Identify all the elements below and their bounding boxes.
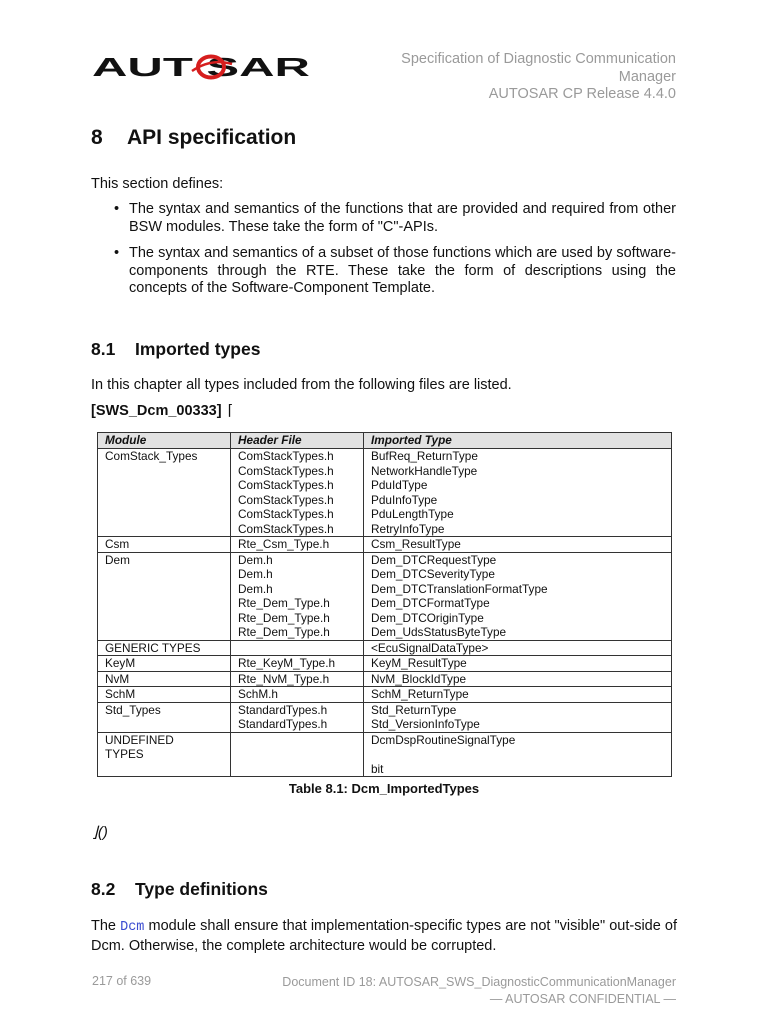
imported-type-cell [364, 687, 672, 703]
header-file-cell-line: Rte_Csm_Type.h [238, 537, 330, 551]
section-8-1-intro: In this chapter all types included from the following files are listed. [91, 377, 512, 393]
imported-type-cell-line: NetworkHandleType [371, 463, 478, 478]
paragraph-text-after: module shall ensure that implementation-specific types are not "visible" out-side of Dcm. Otherwise, the complete architecture would be corrupted. [91, 918, 677, 954]
imported-type-cell [364, 732, 672, 777]
imported-type-cell-line: Csm_ResultType [371, 537, 461, 551]
module-cell-line: UNDEFINED [105, 732, 174, 747]
table-row [98, 732, 672, 777]
imported-type-cell-line: bit [371, 761, 384, 776]
header-release: AUTOSAR CP Release 4.4.0 [488, 86, 676, 102]
column-header-imported-type: Imported Type [364, 433, 672, 449]
header-info [401, 51, 676, 104]
svg-text:AUT SAR: AUT SAR [92, 54, 311, 80]
module-cell [98, 732, 231, 777]
requirement-open-bracket: ⌈ [227, 403, 234, 419]
header-file-cell-line: ComStackTypes.h [238, 463, 334, 478]
header-file-cell-line: Rte_Dem_Type.h [238, 596, 330, 610]
header-file-cell-line: StandardTypes.h [238, 717, 328, 731]
paragraph-text-before: The [91, 918, 121, 934]
header-file-cell-line: ComStackTypes.h [238, 507, 334, 521]
header-file-cell [231, 702, 364, 732]
module-cell-line: ComStack_Types [105, 449, 198, 463]
module-cell [98, 640, 231, 656]
table-row [98, 552, 672, 640]
header-file-cell-line: Rte_Dem_Type.h [238, 610, 330, 625]
table-caption: Table 8.1: Dcm_ImportedTypes [288, 781, 480, 796]
header-file-cell-line: Rte_Dem_Type.h [238, 625, 330, 639]
header-file-cell [231, 449, 364, 537]
header-file-cell-line: ComStackTypes.h [238, 492, 334, 507]
header-file-cell-line: ComStackTypes.h [238, 449, 334, 463]
table-row [98, 537, 672, 553]
imported-type-cell-line: NvM_BlockIdType [371, 671, 467, 686]
module-cell-line: GENERIC TYPES [105, 640, 201, 655]
section-8-1-title: Imported types [135, 339, 261, 359]
imported-type-cell-line: Dem_DTCRequestType [371, 552, 497, 567]
requirement-id [91, 403, 233, 419]
header-file-cell-line: SchM.h [238, 687, 278, 701]
table-row [98, 656, 672, 672]
imported-type-cell-line: Dem_DTCSeverityType [371, 567, 495, 581]
header-file-cell-line: ComStackTypes.h [238, 478, 334, 492]
section-8-bullet-list [114, 201, 676, 307]
module-cell-line: NvM [105, 671, 130, 686]
imported-type-cell-line: RetryInfoType [371, 521, 445, 536]
header-file-cell-line: Dem.h [238, 581, 273, 596]
header-file-cell-line: Dem.h [238, 552, 273, 567]
table-body [98, 449, 672, 777]
section-8-2-number: 8.2 [91, 879, 116, 899]
header-file-cell [231, 687, 364, 703]
header-file-cell [231, 640, 364, 656]
module-cell [98, 656, 231, 672]
table-row [98, 449, 672, 537]
imported-type-cell [364, 702, 672, 732]
module-cell-line: SchM [105, 687, 136, 701]
bullet-item: • The syntax and semantics of the functions that are provided and required from other BSW modules. These take the form of "C"-APIs. [114, 201, 676, 236]
imported-type-cell-line: SchM_ReturnType [371, 687, 469, 701]
imported-type-cell-line: Dem_DTCOriginType [371, 610, 484, 625]
header-title-line1: Specification of Diagnostic Communication [401, 51, 676, 67]
header-file-cell [231, 537, 364, 553]
autosar-logo [92, 54, 314, 80]
section-8-intro: This section defines: [91, 176, 224, 192]
header-file-cell-line: Rte_NvM_Type.h [238, 671, 330, 686]
header-file-cell [231, 671, 364, 687]
header-file-cell-line: ComStackTypes.h [238, 521, 334, 536]
column-header-header-file: Header File [231, 433, 364, 449]
table-row [98, 640, 672, 656]
footer-confidential: — AUTOSAR CONFIDENTIAL — [489, 992, 676, 1006]
footer-doc-id: Document ID 18: AUTOSAR_SWS_DiagnosticCommunicationManager [282, 975, 676, 989]
dcm-code-link[interactable]: Dcm [120, 920, 145, 935]
module-cell-line: Csm [105, 537, 130, 551]
imported-types-table [97, 432, 672, 777]
section-8-heading [91, 126, 296, 150]
imported-type-cell-line: Dem_UdsStatusByteType [371, 625, 507, 639]
module-cell [98, 537, 231, 553]
imported-type-cell [364, 537, 672, 553]
imported-type-cell [364, 671, 672, 687]
header-file-cell [231, 732, 364, 777]
page-number: 217 of 639 [92, 974, 152, 988]
bullet-item: • The syntax and semantics of a subset of those functions which are used by software-components through the RTE. These take the form of descriptions using the concepts of the Software-Component Template. [114, 245, 676, 298]
module-cell [98, 552, 231, 640]
table-row [98, 702, 672, 732]
imported-type-cell [364, 656, 672, 672]
header-file-cell [231, 656, 364, 672]
imported-type-cell-line [371, 747, 664, 762]
section-8-2-title: Type definitions [135, 879, 268, 899]
imported-type-cell-line: BufReq_ReturnType [371, 449, 478, 463]
imported-type-cell-line: PduLengthType [371, 507, 454, 521]
module-cell-line: Std_Types [105, 702, 161, 717]
section-8-1-heading [91, 339, 260, 360]
table-row [98, 671, 672, 687]
table-header-row [98, 433, 672, 449]
imported-type-cell-line: Std_ReturnType [371, 702, 457, 717]
requirement-close-bracket: ⌋() [92, 824, 108, 841]
module-cell-line: TYPES [105, 747, 144, 761]
imported-type-cell-line: Dem_DTCFormatType [371, 596, 490, 610]
section-8-1-number: 8.1 [91, 339, 116, 359]
module-cell [98, 687, 231, 703]
imported-type-cell [364, 449, 672, 537]
imported-type-cell-line: <EcuSignalDataType> [371, 640, 489, 655]
table-row [98, 687, 672, 703]
imported-type-cell-line: PduInfoType [371, 492, 438, 507]
module-cell [98, 671, 231, 687]
header-file-cell-line: StandardTypes.h [238, 702, 328, 717]
header-file-cell [231, 552, 364, 640]
imported-type-cell-line: KeyM_ResultType [371, 656, 467, 670]
module-cell-line: KeyM [105, 656, 136, 670]
module-cell [98, 449, 231, 537]
header-file-cell-line: Rte_KeyM_Type.h [238, 656, 336, 670]
column-header-module: Module [98, 433, 231, 449]
imported-type-cell-line: Std_VersionInfoType [371, 717, 480, 731]
module-cell-line: Dem [105, 552, 130, 567]
imported-type-cell-line: PduIdType [371, 478, 428, 492]
module-cell [98, 702, 231, 732]
section-8-2-paragraph [91, 917, 677, 955]
requirement-label: [SWS_Dcm_00333] [91, 403, 222, 419]
footer-info [282, 974, 676, 1008]
header-title-line2: Manager [618, 68, 676, 85]
imported-type-cell [364, 552, 672, 640]
imported-type-cell-line: Dem_DTCTranslationFormatType [371, 581, 548, 596]
section-8-2-heading [91, 879, 268, 900]
section-8-title: API specification [127, 126, 297, 149]
section-8-number: 8 [91, 126, 103, 149]
imported-type-cell [364, 640, 672, 656]
header-file-cell-line: Dem.h [238, 567, 273, 581]
imported-type-cell-line: DcmDspRoutineSignalType [371, 732, 516, 747]
